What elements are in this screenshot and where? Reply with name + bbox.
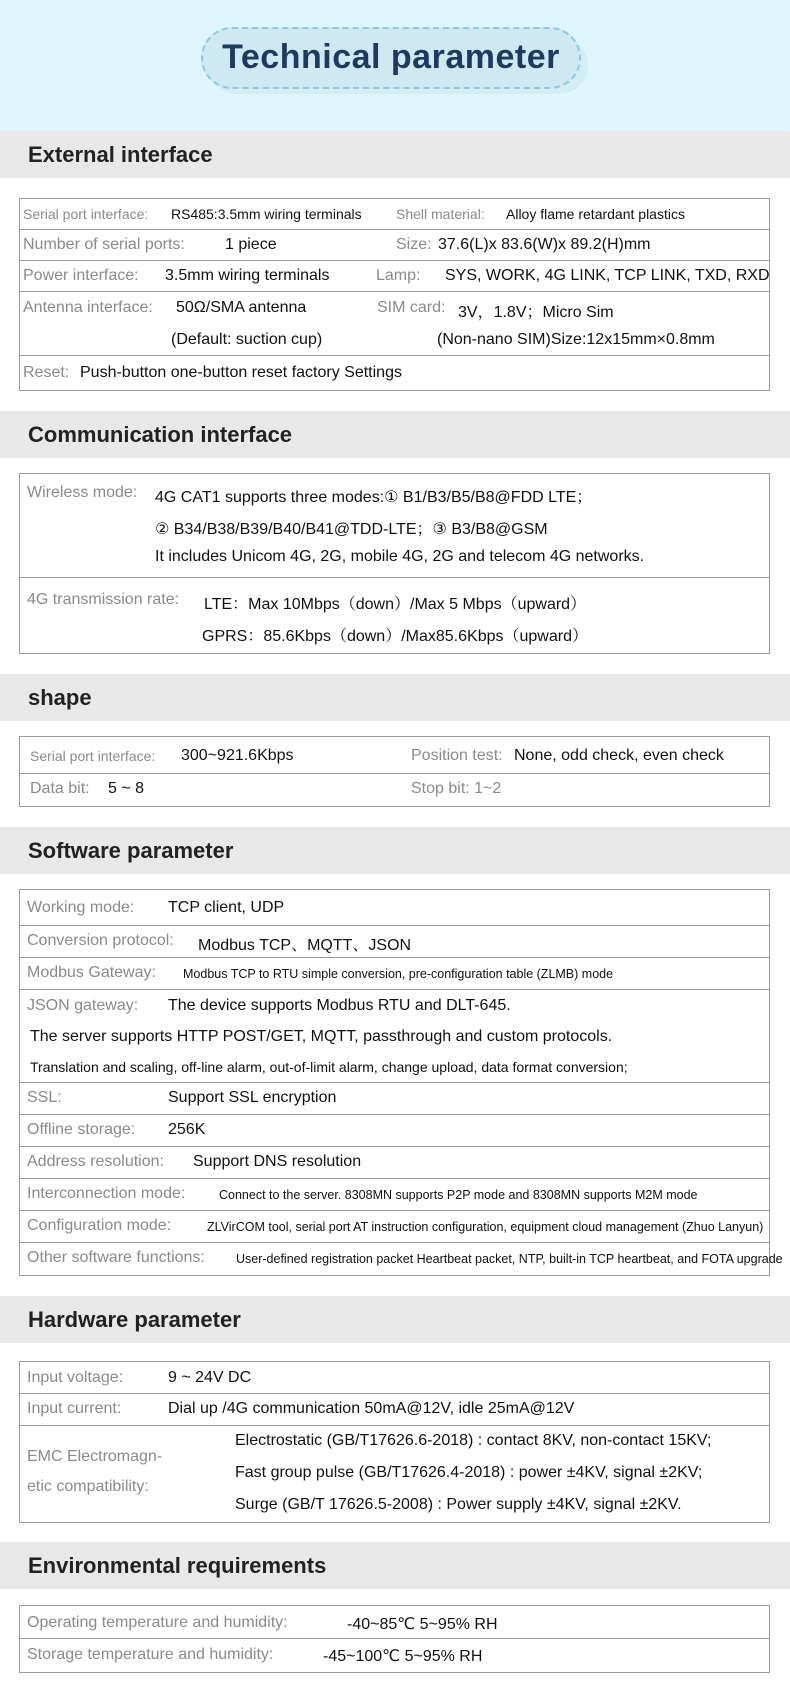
serial-port-label: Serial port interface:: [23, 206, 149, 222]
position-test-value: None, odd check, even check: [514, 747, 724, 764]
emc-line-1: Electrostatic (GB/T17626.6-2018) : contact 8KV, non-contact 15KV;: [235, 1432, 712, 1449]
address-resolution-label: Address resolution:: [27, 1153, 164, 1170]
hardware-parameter-table: [19, 1361, 770, 1523]
data-bit-value: 5 ~ 8: [108, 780, 145, 797]
configuration-mode-label: Configuration mode:: [27, 1217, 172, 1234]
serial-rate-label: Serial port interface:: [30, 748, 156, 764]
shape-table: [19, 736, 770, 807]
working-mode-label: Working mode:: [27, 899, 135, 916]
table-row: [20, 1115, 769, 1147]
table-row: [20, 737, 769, 774]
reset-label: Reset:: [23, 364, 70, 381]
operating-temp-value: -40~85℃ 5~95% RH: [347, 1616, 498, 1633]
table-row: [20, 926, 769, 958]
section-header-external: [0, 131, 790, 178]
table-row: [20, 292, 769, 356]
sim-card-value-1: 3V，1.8V；Micro Sim: [458, 304, 614, 321]
serial-rate-value: 300~921.6Kbps: [181, 747, 294, 764]
emc-label-2: etic compatibility:: [27, 1478, 149, 1495]
page-title: Technical parameter: [222, 38, 560, 76]
lamp-label: Lamp:: [376, 267, 421, 284]
section-title: Communication interface: [28, 422, 293, 447]
ssl-label: SSL:: [27, 1089, 62, 1106]
modbus-gateway-value: Modbus TCP to RTU simple conversion, pre-configuration table (ZLMB) mode: [183, 967, 614, 981]
input-voltage-value: 9 ~ 24V DC: [168, 1369, 252, 1386]
json-line-1: The device supports Modbus RTU and DLT-645.: [168, 997, 511, 1014]
working-mode-value: TCP client, UDP: [168, 899, 285, 916]
serial-port-value: RS485:3.5mm wiring terminals: [171, 206, 362, 222]
position-test-label: Position test:: [411, 747, 503, 764]
address-resolution-value: Support DNS resolution: [193, 1153, 362, 1170]
offline-storage-value: 256K: [168, 1121, 206, 1138]
table-row: [20, 990, 769, 1083]
lamp-value: SYS, WORK, 4G LINK, TCP LINK, TXD, RXD: [445, 267, 770, 284]
emc-line-2: Fast group pulse (GB/T17626.4-2018) : power ±4KV, signal ±2KV;: [235, 1464, 703, 1481]
size-label: Size:: [396, 236, 432, 253]
table-row: [20, 1147, 769, 1179]
table-row: [20, 890, 769, 926]
wireless-line-3: It includes Unicom 4G, 2G, mobile 4G, 2G and telecom 4G networks.: [155, 548, 645, 565]
table-row: [20, 1639, 769, 1672]
emc-line-3: Surge (GB/T 17626.5-2008) : Power supply ±4KV, signal ±2KV.: [235, 1496, 682, 1513]
software-parameter-table: [19, 889, 783, 1276]
table-row: [20, 261, 769, 292]
input-current-label: Input current:: [27, 1400, 122, 1417]
power-interface-label: Power interface:: [23, 267, 139, 284]
json-line-3: Translation and scaling, off-line alarm, out-of-limit alarm, change upload, data format conversion;: [30, 1059, 628, 1075]
table-row: [20, 1211, 769, 1243]
stop-bit-label: Stop bit: 1~2: [411, 780, 502, 797]
sim-card-value-2: (Non-nano SIM)Size:12x15mm×0.8mm: [437, 331, 715, 348]
table-row: [20, 774, 769, 806]
antenna-interface-label: Antenna interface:: [23, 299, 153, 316]
data-bit-label: Data bit:: [30, 780, 90, 797]
table-row: [20, 1083, 769, 1115]
operating-temp-label: Operating temperature and humidity:: [27, 1614, 288, 1631]
input-current-value: Dial up /4G communication 50mA@12V, idle 25mA@12V: [168, 1400, 575, 1417]
section-header-hardware: [0, 1296, 790, 1343]
section-header-communication: [0, 411, 790, 458]
wireless-line-2: ② B34/B38/B39/B40/B41@TDD-LTE；③ B3/B8@GSM: [155, 521, 548, 538]
storage-temp-label: Storage temperature and humidity:: [27, 1646, 274, 1663]
modbus-gateway-label: Modbus Gateway:: [27, 964, 156, 981]
section-header-software: [0, 827, 790, 874]
conversion-protocol-value: Modbus TCP、MQTT、JSON: [198, 937, 412, 954]
antenna-value-2: (Default: suction cup): [171, 331, 323, 348]
wireless-mode-label: Wireless mode:: [27, 484, 138, 501]
num-ports-value: 1 piece: [225, 236, 277, 253]
communication-interface-table: [19, 473, 770, 654]
section-title: Environmental requirements: [28, 1553, 327, 1578]
section-header-shape: [0, 674, 790, 721]
emc-label-1: EMC Electromagn-: [27, 1448, 163, 1465]
table-row: [20, 1606, 769, 1639]
rate-label: 4G transmission rate:: [27, 591, 180, 608]
section-title: Hardware parameter: [28, 1307, 241, 1332]
shell-material-value: Alloy flame retardant plastics: [506, 206, 685, 222]
hero-banner: [0, 0, 790, 131]
table-row: [20, 1243, 783, 1275]
num-ports-label: Number of serial ports:: [23, 236, 185, 253]
interconnection-mode-label: Interconnection mode:: [27, 1185, 186, 1202]
table-row: [20, 958, 769, 990]
storage-temp-value: -45~100℃ 5~95% RH: [323, 1648, 483, 1665]
interconnection-mode-value: Connect to the server. 8308MN supports P2P mode and 8308MN supports M2M mode: [219, 1188, 698, 1202]
other-software-value: User-defined registration packet Heartbeat packet, NTP, built-in TCP heartbeat, and FOTA upgrade: [236, 1252, 783, 1266]
table-row: [20, 1394, 769, 1426]
table-row: [20, 1362, 769, 1394]
json-gateway-label: JSON gateway:: [27, 997, 139, 1014]
rate-line-2: GPRS：85.6Kbps（down）/Max85.6Kbps（upward）: [202, 628, 588, 645]
shell-material-label: Shell material:: [396, 206, 485, 222]
rate-line-1: LTE：Max 10Mbps（down）/Max 5 Mbps（upward）: [204, 596, 587, 613]
table-row: [20, 230, 769, 261]
section-title: shape: [28, 685, 92, 710]
other-software-label: Other software functions:: [27, 1249, 205, 1266]
size-value: 37.6(L)x 83.6(W)x 89.2(H)mm: [438, 236, 651, 253]
table-row: [20, 474, 769, 578]
table-row: [20, 356, 769, 390]
sim-card-label: SIM card:: [377, 299, 446, 316]
offline-storage-label: Offline storage:: [27, 1121, 136, 1138]
section-title: Software parameter: [28, 838, 234, 863]
section-header-environment: [0, 1542, 790, 1589]
table-row: [20, 1179, 769, 1211]
power-interface-value: 3.5mm wiring terminals: [165, 267, 330, 284]
ssl-value: Support SSL encryption: [168, 1089, 337, 1106]
table-row: [20, 199, 769, 230]
reset-value: Push-button one-button reset factory Settings: [80, 364, 402, 381]
configuration-mode-value: ZLVirCOM tool, serial port AT instruction configuration, equipment cloud management (Zhuo Lanyun): [207, 1220, 764, 1234]
input-voltage-label: Input voltage:: [27, 1369, 124, 1386]
table-row: [20, 578, 769, 653]
section-title: External interface: [28, 142, 213, 167]
conversion-protocol-label: Conversion protocol:: [27, 932, 174, 949]
antenna-value-1: 50Ω/SMA antenna: [176, 299, 307, 316]
external-interface-table: [19, 198, 770, 391]
table-row: [20, 1426, 769, 1522]
environmental-table: [19, 1605, 770, 1673]
wireless-line-1: 4G CAT1 supports three modes:① B1/B3/B5/B8@FDD LTE；: [155, 489, 593, 506]
json-line-2: The server supports HTTP POST/GET, MQTT, passthrough and custom protocols.: [30, 1028, 613, 1045]
